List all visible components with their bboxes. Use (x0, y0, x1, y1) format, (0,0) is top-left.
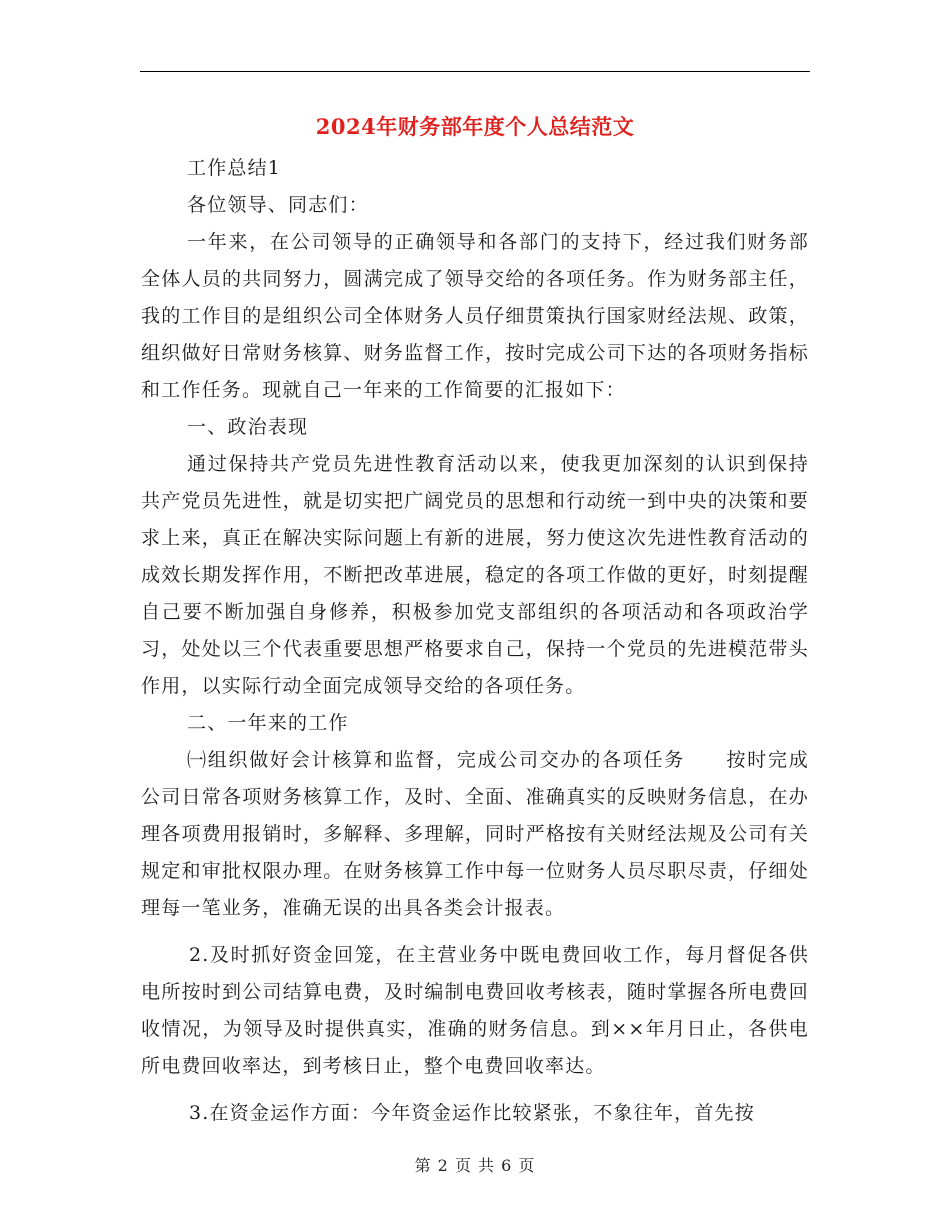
salutation: 各位领导、同志们： (187, 194, 369, 216)
work-item-3: 3.在资金运作方面：今年资金运作比较紧张，不象往年，首先按 (189, 1102, 755, 1124)
work-item-2: 2.及时抓好资金回笼，在主营业务中既电费回收工作，每月督促各供电所按时到公司结算电费，及时编制电费回收考核表，随时掌握各所电费回收情况，为领导及时提供真实，准确的财务信息。到××年月日止，各供电所电费回收率达，到考核日止，整个电费回收率达。 (141, 944, 809, 1077)
document-body (141, 150, 809, 1132)
heading-work: 二、一年来的工作 (187, 712, 349, 734)
document-title: 2024年财务部年度个人总结范文 (315, 114, 635, 139)
heading-political: 一、政治表现 (187, 416, 309, 438)
work-item-1: ㈠组织做好会计核算和监督，完成公司交办的各项任务 按时完成公司日常各项财务核算工作，及时、全面、准确真实的反映财务信息，在办理各项费用报销时，多解释、多理解，同时严格按有关财经法规及公司有关规定和审批权限办理。在财务核算工作中每一位财务人员尽职尽责，仔细处理每一笔业务，准确无误的出具各类会计报表。 (141, 749, 809, 919)
page-number: 第 2 页 共 6 页 (414, 1156, 536, 1175)
section-label: 工作总结1 (187, 157, 282, 179)
header-rule (140, 71, 810, 72)
political-paragraph: 通过保持共产党员先进性教育活动以来，使我更加深刻的认识到保持共产党员先进性，就是切实把广阔党员的思想和行动统一到中央的决策和要求上来，真正在解决实际问题上有新的进展，努力使这次先进性教育活动的成效长期发挥作用，不断把改革进展，稳定的各项工作做的更好，时刻提醒自己要不断加强自身修养，积极参加党支部组织的各项活动和各项政治学习，处处以三个代表重要思想严格要求自己，保持一个党员的先进模范带头作用，以实际行动全面完成领导交给的各项任务。 (141, 453, 809, 697)
intro-paragraph: 一年来，在公司领导的正确领导和各部门的支持下，经过我们财务部全体人员的共同努力，圆满完成了领导交给的各项任务。作为财务部主任，我的工作目的是组织公司全体财务人员仔细贯策执行国家财经法规、政策，组织做好日常财务核算、财务监督工作，按时完成公司下达的各项财务指标和工作任务。现就自己一年来的工作简要的汇报如下： (141, 231, 809, 401)
